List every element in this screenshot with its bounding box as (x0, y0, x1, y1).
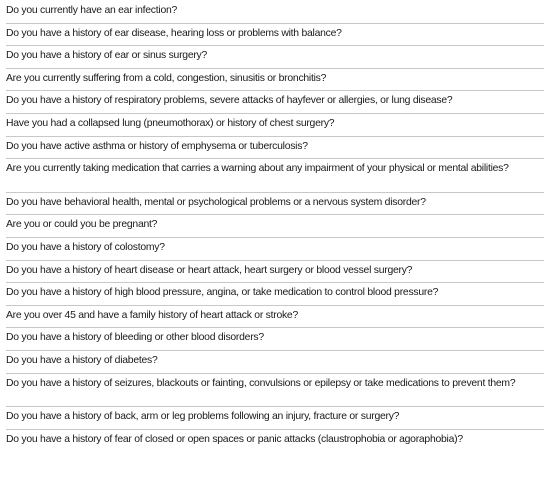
question-family-history: Are you over 45 and have a family history of heart attack or stroke? (6, 306, 544, 329)
question-respiratory-problems: Do you have a history of respiratory problems, severe attacks of hayfever or allergies, or lung disease? (6, 91, 544, 114)
question-list (6, 1, 544, 452)
question-behavioral-health: Do you have behavioral health, mental or psychological problems or a nervous system disorder? (6, 193, 544, 216)
question-colostomy: Do you have a history of colostomy? (6, 238, 544, 261)
question-ear-sinus-surgery: Do you have a history of ear or sinus surgery? (6, 46, 544, 69)
question-back-arm-leg: Do you have a history of back, arm or leg problems following an injury, fracture or surgery? (6, 407, 544, 430)
question-ear-disease: Do you have a history of ear disease, hearing loss or problems with balance? (6, 24, 544, 47)
question-blood-pressure: Do you have a history of high blood pressure, angina, or take medication to control blood pressure? (6, 283, 544, 306)
question-blood-disorders: Do you have a history of bleeding or other blood disorders? (6, 328, 544, 351)
question-pregnant: Are you or could you be pregnant? (6, 215, 544, 238)
question-asthma: Do you have active asthma or history of emphysema or tuberculosis? (6, 137, 544, 160)
question-claustrophobia: Do you have a history of fear of closed or open spaces or panic attacks (claustrophobia or agoraphobia)? (6, 433, 463, 445)
question-medication-warning: Are you currently taking medication that carries a warning about any impairment of your physical or mental abilities? (6, 159, 544, 193)
question-ear-infection: Do you currently have an ear infection? (6, 1, 544, 24)
question-seizures: Do you have a history of seizures, blackouts or fainting, convulsions or epilepsy or take medications to prevent them? (6, 374, 544, 408)
question-diabetes: Do you have a history of diabetes? (6, 351, 544, 374)
question-cold-congestion: Are you currently suffering from a cold, congestion, sinusitis or bronchitis? (6, 69, 544, 92)
question-heart-disease: Do you have a history of heart disease or heart attack, heart surgery or blood vessel surgery? (6, 261, 544, 284)
question-collapsed-lung: Have you had a collapsed lung (pneumothorax) or history of chest surgery? (6, 114, 544, 137)
